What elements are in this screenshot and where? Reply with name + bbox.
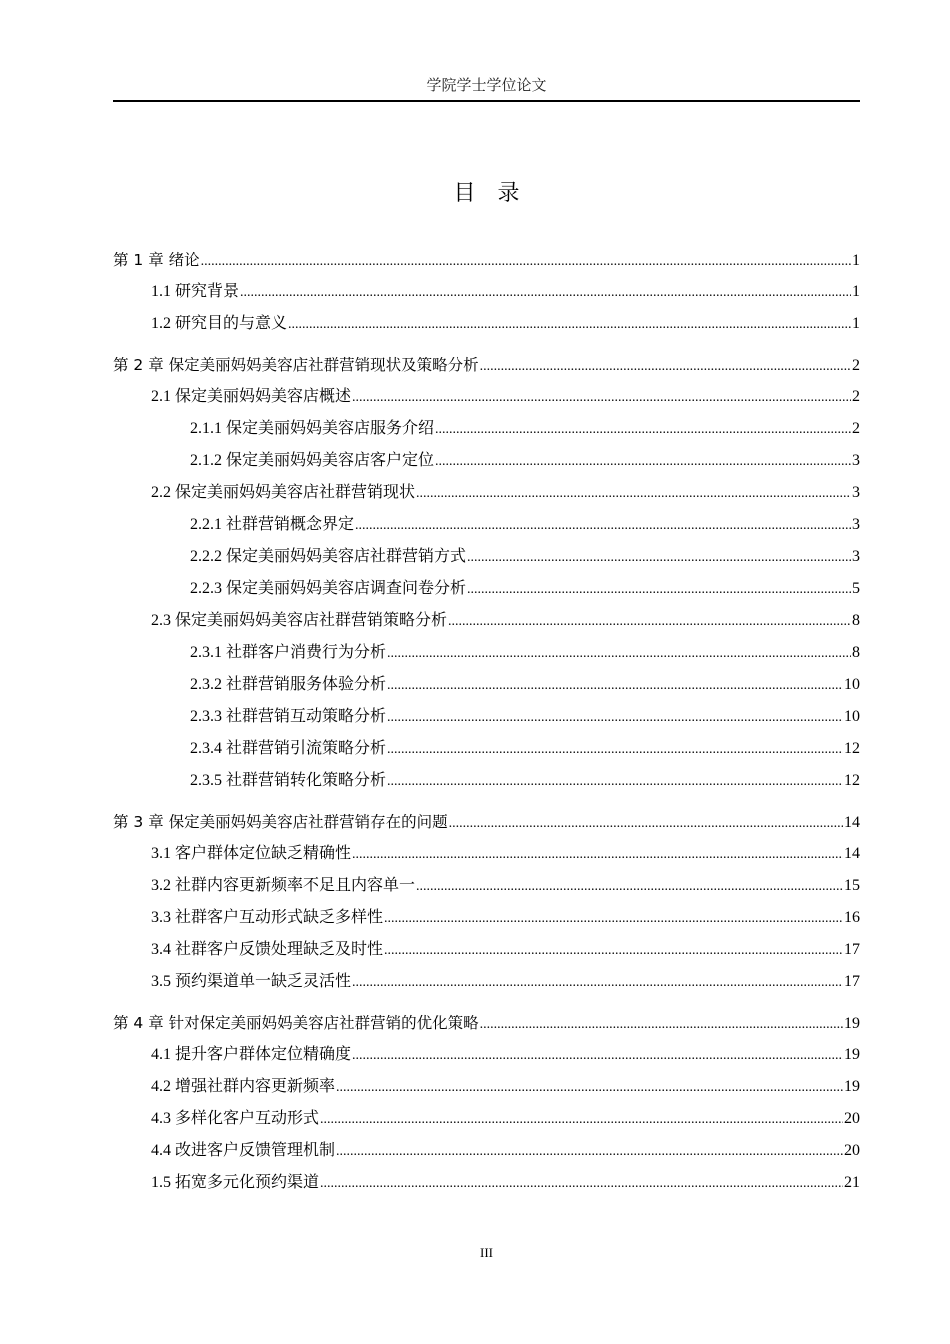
toc-entry-page: 3 [852,516,860,533]
toc-dot-leader [387,766,843,798]
toc-entry-page: 12 [844,740,860,757]
toc-entry-page: 2 [852,388,860,405]
toc-dot-leader [384,903,843,935]
toc-section-entry[interactable] [113,1135,860,1167]
toc-dot-leader [336,1136,843,1168]
toc-entry-title: 3.1 客户群体定位缺乏精确性 [151,845,352,862]
toc-entry-page: 3 [852,484,860,501]
toc-dot-leader [449,808,843,840]
toc-section-entry[interactable] [113,573,860,605]
toc-entry-title: 2.3.4 社群营销引流策略分析 [190,740,387,757]
toc-entry-title: 2.1.1 保定美丽妈妈美容店服务介绍 [190,420,435,437]
toc-section-entry[interactable] [113,733,860,765]
toc-entry-page: 8 [852,644,860,661]
toc-entry-title: 第 4 章 针对保定美丽妈妈美容店社群营销的优化策略 [113,1014,479,1032]
toc-entry-page: 1 [852,315,860,332]
toc-dot-leader [387,638,851,670]
toc-chapter-entry[interactable] [113,1007,860,1039]
toc-dot-leader [387,670,843,702]
toc-dot-leader [435,414,851,446]
toc-entry-page: 2 [852,420,860,437]
toc-entry-page: 20 [844,1110,860,1127]
toc-entry-title: 1.5 拓宽多元化预约渠道 [151,1174,320,1191]
toc-section-entry[interactable] [113,902,860,934]
toc-section-entry[interactable] [113,1071,860,1103]
toc-entry-title: 2.2.1 社群营销概念界定 [190,516,355,533]
toc-entry-page: 12 [844,772,860,789]
toc-entry-page: 3 [852,452,860,469]
toc-dot-leader [240,277,851,309]
toc-chapter-entry[interactable] [113,349,860,381]
toc-dot-leader [416,478,851,510]
toc-entry-title: 2.1 保定美丽妈妈美容店概述 [151,388,352,405]
toc-chapter-entry[interactable] [113,244,860,276]
toc-entry-title: 2.3.5 社群营销转化策略分析 [190,772,387,789]
toc-title: 目录 [453,181,542,206]
toc-section-entry[interactable] [113,669,860,701]
toc-dot-leader [288,309,851,341]
toc-dot-leader [387,702,843,734]
toc-entry-page: 19 [844,1015,860,1032]
toc-entry-title: 3.3 社群客户互动形式缺乏多样性 [151,909,384,926]
toc-section-entry[interactable] [113,701,860,733]
toc-section-entry[interactable] [113,765,860,797]
header-rule [113,100,860,102]
toc-entry-page: 2 [852,357,860,374]
toc-section-entry[interactable] [113,381,860,413]
toc-entry-title: 3.4 社群客户反馈处理缺乏及时性 [151,941,384,958]
toc-section-entry[interactable] [113,308,860,340]
toc-section-entry[interactable] [113,445,860,477]
toc-dot-leader [352,967,843,999]
toc-dot-leader [467,574,851,606]
toc-entry-page: 17 [844,941,860,958]
toc-section-entry[interactable] [113,605,860,637]
toc-entry-title: 2.2.2 保定美丽妈妈美容店社群营销方式 [190,548,467,565]
toc-dot-leader [384,935,843,967]
toc-entry-page: 1 [852,283,860,300]
toc-entry-title: 2.2 保定美丽妈妈美容店社群营销现状 [151,484,416,501]
toc-entry-page: 17 [844,973,860,990]
toc-entry-page: 3 [852,548,860,565]
toc-section-entry[interactable] [113,870,860,902]
toc-entry-page: 10 [844,708,860,725]
toc-section-entry[interactable] [113,509,860,541]
toc-dot-leader [320,1168,843,1200]
toc-section-entry[interactable] [113,413,860,445]
toc-dot-leader [387,734,843,766]
toc-entry-title: 4.2 增强社群内容更新频率 [151,1078,336,1095]
toc-section-entry[interactable] [113,838,860,870]
toc-entry-page: 5 [852,580,860,597]
toc-dot-leader [448,606,851,638]
toc-dot-leader [416,871,843,903]
toc-entry-title: 2.1.2 保定美丽妈妈美容店客户定位 [190,452,435,469]
toc-dot-leader [352,1040,843,1072]
toc-section-entry[interactable] [113,637,860,669]
toc-entry-title: 2.3.1 社群客户消费行为分析 [190,644,387,661]
toc-entry-title: 3.5 预约渠道单一缺乏灵活性 [151,973,352,990]
toc-dot-leader [467,542,851,574]
toc-entry-page: 19 [844,1078,860,1095]
toc-dot-leader [352,839,843,871]
toc-entry-title: 2.3.2 社群营销服务体验分析 [190,676,387,693]
toc-entry-page: 20 [844,1142,860,1159]
toc-entry-title: 1.2 研究目的与意义 [151,315,288,332]
toc-entry-page: 21 [844,1174,860,1191]
toc-entry-title: 第 2 章 保定美丽妈妈美容店社群营销现状及策略分析 [113,356,479,374]
toc-entry-page: 19 [844,1046,860,1063]
toc-dot-leader [435,446,851,478]
toc-entry-page: 1 [852,252,860,269]
toc-section-entry[interactable] [113,1167,860,1199]
toc-chapter-entry[interactable] [113,806,860,838]
table-of-contents [113,244,860,1199]
page-number: III [480,1245,493,1260]
toc-dot-leader [355,510,851,542]
toc-dot-leader [480,1009,843,1041]
toc-entry-title: 2.3 保定美丽妈妈美容店社群营销策略分析 [151,612,448,629]
toc-entry-title: 4.1 提升客户群体定位精确度 [151,1046,352,1063]
toc-entry-page: 16 [844,909,860,926]
toc-entry-title: 4.4 改进客户反馈管理机制 [151,1142,336,1159]
toc-section-entry[interactable] [113,1039,860,1071]
toc-entry-title: 2.2.3 保定美丽妈妈美容店调查问卷分析 [190,580,467,597]
toc-entry-page: 8 [852,612,860,629]
toc-dot-leader [201,246,851,278]
toc-dot-leader [480,351,851,383]
toc-section-entry[interactable] [113,966,860,998]
toc-entry-title: 2.3.3 社群营销互动策略分析 [190,708,387,725]
toc-entry-title: 4.3 多样化客户互动形式 [151,1110,320,1127]
toc-section-entry[interactable] [113,541,860,573]
toc-entry-page: 15 [844,877,860,894]
toc-entry-page: 14 [844,845,860,862]
toc-section-entry[interactable] [113,276,860,308]
toc-entry-title: 第 3 章 保定美丽妈妈美容店社群营销存在的问题 [113,813,448,831]
toc-entry-title: 3.2 社群内容更新频率不足且内容单一 [151,877,416,894]
toc-dot-leader [336,1072,843,1104]
toc-entry-page: 10 [844,676,860,693]
toc-entry-title: 第 1 章 绪论 [113,251,200,269]
toc-section-entry[interactable] [113,934,860,966]
toc-section-entry[interactable] [113,477,860,509]
toc-section-entry[interactable] [113,1103,860,1135]
toc-dot-leader [320,1104,843,1136]
toc-entry-page: 14 [844,814,860,831]
running-header: 学院学士学位论文 [426,78,547,94]
toc-entry-title: 1.1 研究背景 [151,283,240,300]
toc-dot-leader [352,382,851,414]
